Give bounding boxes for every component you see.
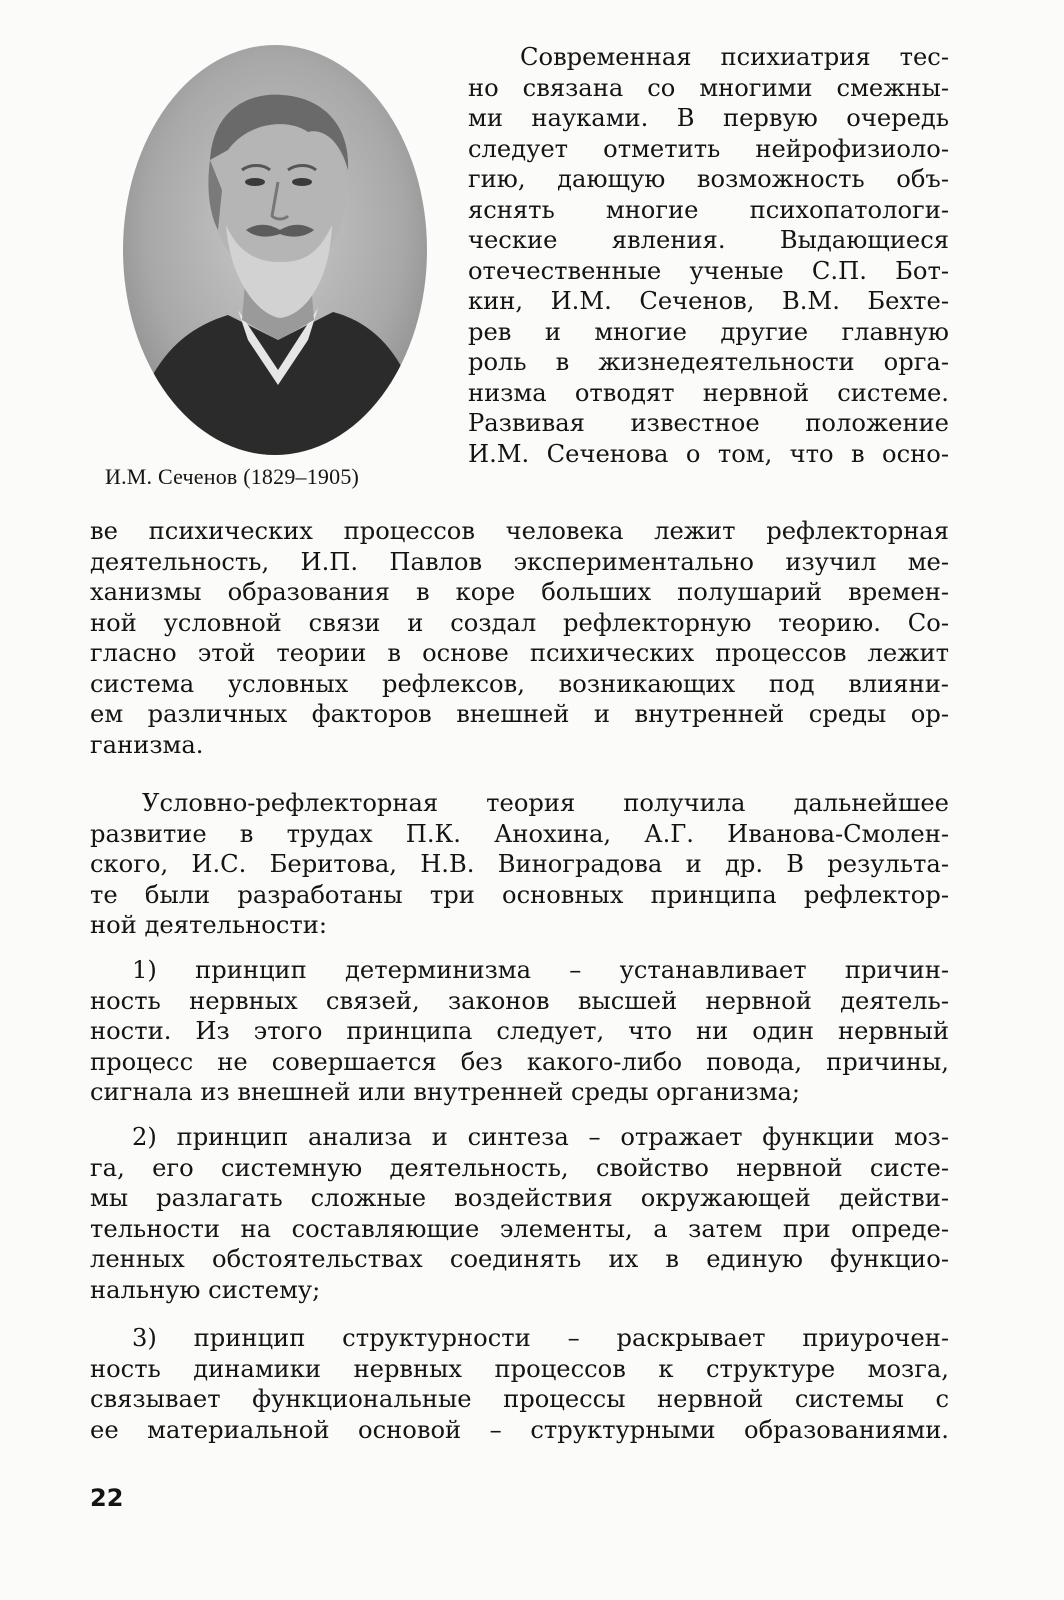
text-line: развитие в трудах П.К. Анохина, А.Г. Иванова-Смолен- xyxy=(90,819,949,848)
text-line: Развивая известное положение xyxy=(468,409,949,437)
text-line: нальную систему; xyxy=(90,1275,321,1304)
page-number: 22 xyxy=(90,1484,124,1512)
text-line: 2) принцип анализа и синтеза – отражает функции моз- xyxy=(132,1123,949,1151)
text-line: сигнала из внешней или внутренней среды организма; xyxy=(90,1078,801,1106)
text-line: отечественные ученые С.П. Бот- xyxy=(468,256,949,285)
text-line: ганизма. xyxy=(90,730,204,759)
text-line: ве психических процессов человека лежит рефлекторная xyxy=(90,517,949,545)
portrait-image xyxy=(118,40,433,460)
text-line: тельности на составляющие элементы, а затем при опреде- xyxy=(90,1214,949,1243)
text-line: система условных рефлексов, возникающих под влияни- xyxy=(90,669,949,698)
text-line: ленных обстоятельствах соединять их в единую функцио- xyxy=(90,1245,949,1273)
text-line: 1) принцип детерминизма – устанавливает причин- xyxy=(132,956,949,984)
text-line: мы разлагать сложные воздействия окружающей действи- xyxy=(90,1184,949,1212)
text-line: ского, И.С. Беритова, Н.В. Виноградова и др. В результа- xyxy=(90,850,949,878)
text-line: ми науками. В первую очередь xyxy=(468,104,949,132)
paragraph-1-continued xyxy=(90,516,949,760)
text-line: ности. Из этого принципа следует, что ни один нервный xyxy=(90,1017,949,1045)
text-line: ность динамики нервных процессов к структуре мозга, xyxy=(90,1354,949,1383)
text-line: кин, И.М. Сеченов, В.М. Бехте- xyxy=(468,287,949,315)
text-line: роль в жизнедеятельности орга- xyxy=(468,348,949,376)
text-line: связывает функциональные процессы нервной системы с xyxy=(90,1385,949,1413)
paragraph-principle-2 xyxy=(90,1122,949,1305)
paragraph-2 xyxy=(90,788,949,941)
portrait-figure xyxy=(118,40,433,460)
text-line: га, его системную деятельность, свойство нервной систе- xyxy=(90,1153,949,1182)
text-line: но связана со многими смежны- xyxy=(468,73,949,102)
paragraph-principle-3 xyxy=(90,1323,949,1445)
text-line: ее материальной основой – структурными образованиями. xyxy=(90,1415,949,1444)
text-line: гию, дающую возможность объ- xyxy=(468,165,949,193)
text-line: ханизмы образования в коре больших полушарий времен- xyxy=(90,578,949,606)
text-line: низма отводят нервной системе. xyxy=(468,378,949,407)
text-line: 3) принцип структурности – раскрывает приурочен- xyxy=(132,1324,949,1352)
text-line: ем различных факторов внешней и внутренней среды ор- xyxy=(90,700,949,728)
text-line: следует отметить нейрофизиоло- xyxy=(468,134,949,163)
text-line: ной условной связи и создал рефлекторную теорию. Со- xyxy=(90,608,949,637)
paragraph-1-wrapped xyxy=(468,42,949,469)
text-line: те были разработаны три основных принципа рефлектор- xyxy=(90,880,949,909)
text-line: ность нервных связей, законов высшей нервной деятель- xyxy=(90,986,949,1015)
text-line: ческие явления. Выдающиеся xyxy=(468,226,949,254)
text-line: деятельность, И.П. Павлов экспериментально изучил ме- xyxy=(90,547,949,576)
text-line: И.М. Сеченова о том, что в осно- xyxy=(468,439,949,468)
text-line: ной деятельности: xyxy=(90,911,328,939)
text-line: яснять многие психопатологи- xyxy=(468,195,949,224)
text-line: гласно этой теории в основе психических процессов лежит xyxy=(90,639,949,667)
text-line: рев и многие другие главную xyxy=(468,317,949,346)
text-line: процесс не совершается без какого-либо повода, причины, xyxy=(90,1047,949,1076)
portrait-caption: И.М. Сеченов (1829–1905) xyxy=(105,464,360,489)
text-line: Современная психиатрия тес- xyxy=(520,43,949,71)
text-line: Условно-рефлекторная теория получила дальнейшее xyxy=(142,789,949,817)
paragraph-principle-1 xyxy=(90,955,949,1108)
